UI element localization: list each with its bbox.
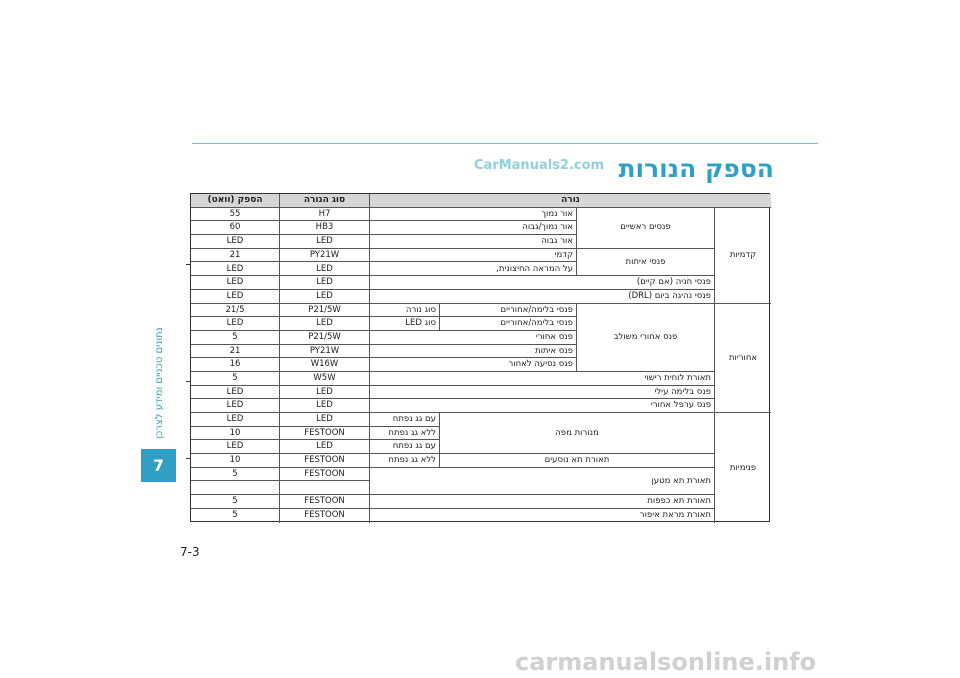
- cell-type: W16W: [280, 358, 370, 372]
- cell-power: 55: [191, 208, 280, 222]
- chapter-number: 7: [152, 456, 165, 475]
- cell-sublabel: ללא גג נפתח: [370, 454, 440, 468]
- header-power: הספק (וואט): [191, 194, 280, 208]
- subgroup-front-turn: פנסי איתות: [577, 249, 715, 276]
- cell-type: FESTOON: [280, 495, 370, 509]
- cell-label: תאורת לוחית רישוי: [370, 372, 715, 386]
- cell-type: W5W: [280, 372, 370, 386]
- cell-sublabel: עם גג נפתח: [370, 440, 440, 454]
- subgroup-map-lamps: מנורות מפה: [440, 413, 715, 454]
- cell-label: על המראה החיצונית,: [370, 262, 577, 276]
- cell-power: LED: [191, 262, 280, 276]
- cell-sublabel: סוג LED: [370, 317, 440, 331]
- cell-power: LED: [191, 276, 280, 290]
- cell-power: LED: [191, 290, 280, 304]
- cell-label: אור נמוך: [370, 208, 577, 222]
- cell-type: LED: [280, 413, 370, 427]
- cell-type: LED: [280, 399, 370, 413]
- cell-filler: [280, 481, 370, 495]
- cell-sublabel: עם גג נפתח: [370, 413, 440, 427]
- bulb-wattage-table: [190, 193, 770, 522]
- cell-power: 21: [191, 249, 280, 263]
- cell-label: אור גבוה: [370, 235, 577, 249]
- cell-label: פנסי בלימה/אחוריים: [440, 317, 577, 331]
- cell-type: LED: [280, 262, 370, 276]
- cell-power: 5: [191, 372, 280, 386]
- cell-type: P21/5W: [280, 304, 370, 318]
- top-rule: [192, 143, 818, 144]
- group-front: קדמיות: [715, 208, 771, 304]
- cell-power: LED: [191, 386, 280, 400]
- header-bulb: נורה: [370, 194, 771, 208]
- cell-type: PY21W: [280, 345, 370, 359]
- cell-type: FESTOON: [280, 468, 370, 482]
- cell-type: LED: [280, 235, 370, 249]
- cell-type: P21/5W: [280, 331, 370, 345]
- cell-type: FESTOON: [280, 509, 370, 523]
- cell-label: פנס איתות: [370, 345, 577, 359]
- cell-type: LED: [280, 386, 370, 400]
- cell-power: 21: [191, 345, 280, 359]
- cell-power: LED: [191, 440, 280, 454]
- header-type: סוג הנורה: [280, 194, 370, 208]
- page-title: הספק הנורות: [618, 154, 774, 183]
- cell-sublabel: סוג נורה: [370, 304, 440, 318]
- cell-power: LED: [191, 235, 280, 249]
- cell-label: קדמי: [370, 249, 577, 263]
- cell-power: 16: [191, 358, 280, 372]
- cell-label: פנס נסיעה לאחור: [370, 358, 577, 372]
- cell-power: LED: [191, 413, 280, 427]
- cell-type: HB3: [280, 221, 370, 235]
- group-interior: פנימיות: [729, 462, 757, 473]
- cell-power: 5: [191, 495, 280, 509]
- cell-power: 21/5: [191, 304, 280, 318]
- cell-type: FESTOON: [280, 454, 370, 468]
- cell-label: פנס בלימה עילי: [370, 386, 715, 400]
- cell-power: 10: [191, 427, 280, 441]
- cell-power: LED: [191, 399, 280, 413]
- cell-power: 5: [191, 331, 280, 345]
- cell-type: H7: [280, 208, 370, 222]
- cell-label: אור נמוך/גבוה: [370, 221, 577, 235]
- cell-label: תאורת תא מטען: [370, 468, 715, 495]
- cell-label: פנסי בלימה/אחוריים: [440, 304, 577, 318]
- cell-label: פנסי חניה (אם קיים): [370, 276, 715, 290]
- cell-label: תאורת תא כפפות: [370, 495, 715, 509]
- group-rear: אחוריות: [715, 304, 771, 414]
- cell-sublabel: ללא גג נפתח: [370, 427, 440, 441]
- watermark-bottom: carmanualsonline.info: [515, 648, 817, 676]
- cell-label: תאורת מראת איפור: [370, 509, 715, 523]
- subgroup-rear-combination: פנס אחורי משולב: [577, 304, 715, 372]
- cell-type: FESTOON: [280, 427, 370, 441]
- cell-type: LED: [280, 290, 370, 304]
- cell-power: LED: [191, 317, 280, 331]
- cell-type: PY21W: [280, 249, 370, 263]
- cell-power: 10: [191, 454, 280, 468]
- chapter-title: נתונים טכניים ומידע לצרכן: [154, 327, 165, 439]
- cell-label: פנס אחורי: [370, 331, 577, 345]
- cell-type: LED: [280, 317, 370, 331]
- cell-type: LED: [280, 276, 370, 290]
- subgroup-vanity-lamps: תאורת תא נוסעים: [440, 454, 715, 468]
- cell-power: 60: [191, 221, 280, 235]
- cell-power: 5: [191, 509, 280, 523]
- cell-label: פנסי נהיגה ביום (DRL): [370, 290, 715, 304]
- cell-power: 5: [191, 468, 280, 482]
- cell-filler: [191, 481, 280, 495]
- subgroup-headlamps: פנסים ראשיים: [577, 208, 715, 249]
- cell-label: פנס ערפל אחורי: [370, 399, 715, 413]
- page-number: 7-3: [180, 545, 200, 559]
- watermark-top: CarManuals2.com: [474, 158, 605, 173]
- cell-type: LED: [280, 440, 370, 454]
